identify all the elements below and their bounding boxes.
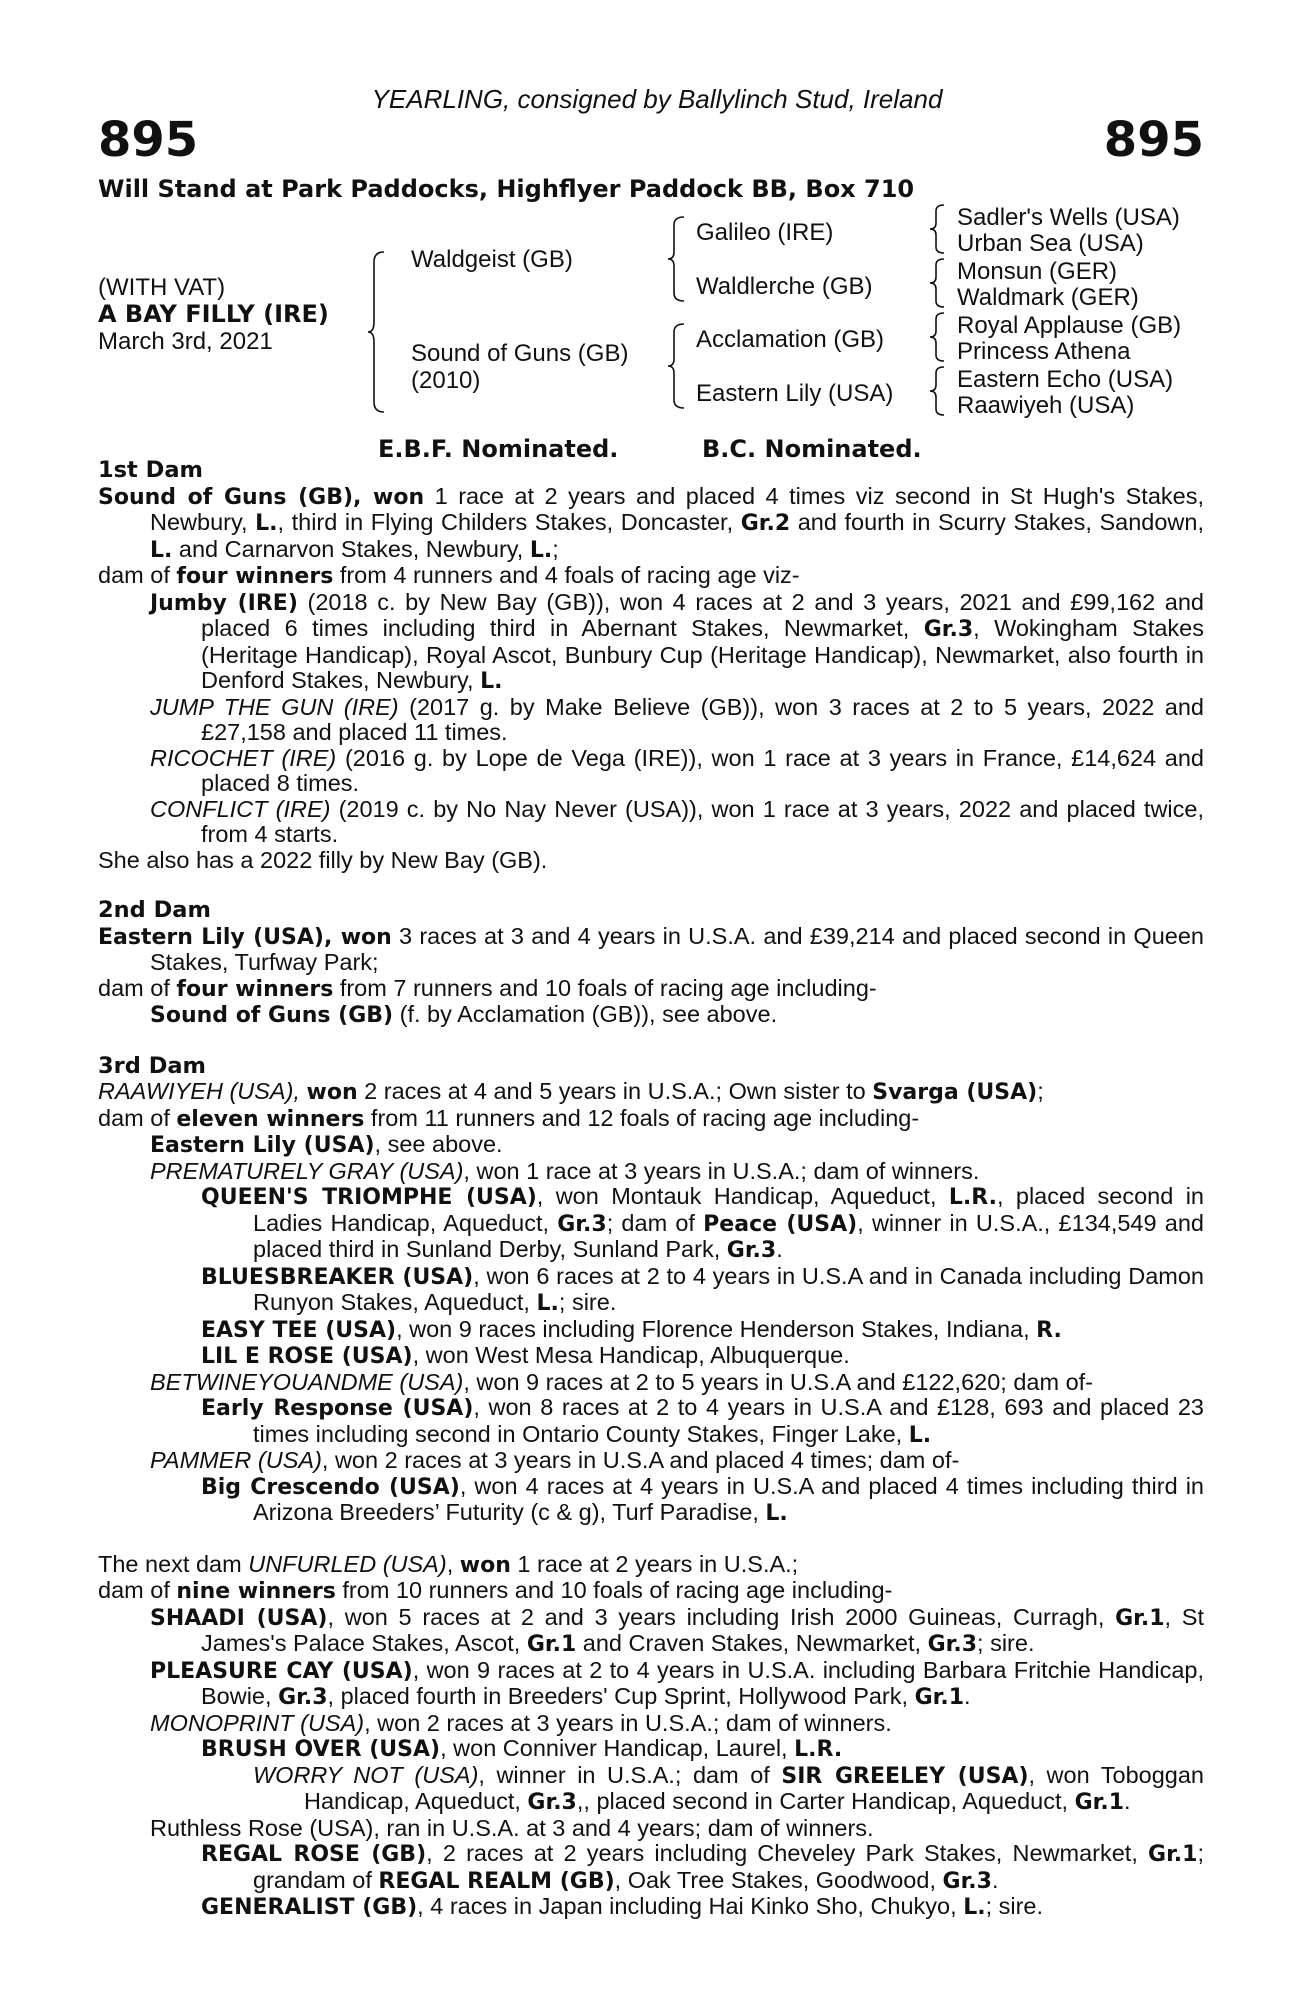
produce-big-crescendo: Big Crescendo (USA), won 4 races at 4 years in U.S.A and placed 4 times including third in Arizona Breeders’ Futurity (c & g), Turf Paradise, L. [201,1472,1204,1526]
produce-sound-of-guns: Sound of Guns (GB) (f. by Acclamation (GB)), see above. [150,1001,778,1028]
g3-princess-athena: Princess Athena [957,338,1131,365]
consignment-line: YEARLING, consigned by Ballylinch Stud, Ireland [371,84,943,114]
second-dam-produce-summary: dam of four winners from 7 runners and 10 foals of racing age including- [98,974,877,1002]
produce-jump-the-gun: JUMP THE GUN (IRE) (2017 g. by Make Believe (GB)), won 3 races at 2 to 5 years, 2022 and £27,158 and placed 11 times. [150,693,1204,745]
produce-jumby: Jumby (IRE) (2018 c. by New Bay (GB)), won 4 races at 2 and 3 years, 2021 and £99,162 and placed 6 times including third in Abernant Stakes, Newmarket, Gr.3, Wokingham Stakes (Heritage Handicap), Royal Ascot, Bunbury Cup (Heritage Handicap), Newmarket, also fourth in Denford Stakes, Newbury, L. [150,588,1204,694]
produce-generalist: GENERALIST (GB), 4 races in Japan including Hai Kinko Sho, Chukyo, L.; sire. [201,1893,1044,1920]
produce-conflict: CONFLICT (IRE) (2019 c. by No Nay Never (USA)), won 1 race at 3 years, 2022 and placed twice, from 4 starts. [150,795,1204,847]
produce-prematurely-gray: PREMATURELY GRAY (USA), won 1 race at 3 years in U.S.A.; dam of winners. [150,1157,980,1184]
g3-monsun: Monsun (GER) [957,258,1118,285]
third-dam-record: RAAWIYEH (USA), won 2 races at 4 and 5 years in U.S.A.; Own sister to Svarga (USA); [98,1078,1044,1105]
foaling-date: March 3rd, 2021 [98,328,273,355]
produce-lil-e-rose: LIL E ROSE (USA), won West Mesa Handicap, Albuquerque. [201,1342,850,1369]
produce-pleasure-cay: PLEASURE CAY (USA), won 9 races at 2 to 4 years in U.S.A. including Barbara Fritchie Handicap, Bowie, Gr.3, placed fourth in Breeders' Cup Sprint, Hollywood Park, Gr.1. [150,1656,1204,1710]
sire-dam: Waldlerche (GB) [696,273,873,300]
produce-early-response: Early Response (USA), won 8 races at 2 to 4 years in U.S.A and £128, 693 and placed 23 times including second in Ontario County Stakes, Finger Lake, L. [201,1394,1204,1448]
produce-regal-rose: REGAL ROSE (GB), 2 races at 2 years including Cheveley Park Stakes, Newmarket, Gr.1; grandam of REGAL REALM (GB), Oak Tree Stakes, Goodwood, Gr.3. [201,1840,1204,1894]
lot-subject-name: A BAY FILLY (IRE) [98,300,329,328]
sire-name: Waldgeist (GB) [411,246,573,273]
stand-location: Will Stand at Park Paddocks, Highflyer Paddock BB, Box 710 [98,175,915,203]
dam-dam: Eastern Lily (USA) [696,380,894,407]
produce-ruthless-rose: Ruthless Rose (USA), ran in U.S.A. at 3 and 4 years; dam of winners. [150,1814,874,1841]
sire-sire: Galileo (IRE) [696,219,834,246]
lot-number-left: 895 [98,112,199,168]
produce-ricochet: RICOCHET (IRE) (2016 g. by Lope de Vega (IRE)), won 1 race at 3 years in France, £14,624 and placed 8 times. [150,744,1204,796]
first-dam-also: She also has a 2022 filly by New Bay (GB). [98,846,548,873]
produce-pammer: PAMMER (USA), won 2 races at 3 years in U.S.A and placed 4 times; dam of- [150,1447,960,1473]
ebf-nomination: E.B.F. Nominated. [378,435,619,463]
produce-brush-over: BRUSH OVER (USA), won Conniver Handicap, Laurel, L.R. [201,1735,843,1762]
next-dam-produce-summary: dam of nine winners from 10 runners and 10 foals of racing age including- [98,1577,893,1604]
g3-raawiyeh: Raawiyeh (USA) [957,392,1135,419]
produce-eastern-lily: Eastern Lily (USA), see above. [150,1131,503,1158]
third-dam-produce-summary: dam of eleven winners from 11 runners and 12 foals of racing age including- [98,1104,920,1132]
produce-monoprint: MONOPRINT (USA), won 2 races at 3 years in U.S.A.; dam of winners. [150,1709,892,1736]
g3-waldmark: Waldmark (GER) [957,284,1139,311]
catalogue-text [98,458,1204,1921]
first-dam-heading: 1st Dam [98,457,203,483]
third-dam-heading: 3rd Dam [98,1052,206,1079]
vat-note: (WITH VAT) [98,274,226,301]
second-dam-heading: 2nd Dam [98,897,211,923]
produce-easy-tee: EASY TEE (USA), won 9 races including Florence Henderson Stakes, Indiana, R. [201,1315,1062,1343]
produce-bluesbreaker: BLUESBREAKER (USA), won 6 races at 2 to 4 years in U.S.A and in Canada including Damon Runyon Stakes, Aqueduct, L.; sire. [201,1262,1204,1316]
g3-eastern-echo: Eastern Echo (USA) [957,366,1174,393]
produce-shaadi: SHAADI (USA), won 5 races at 2 and 3 years including Irish 2000 Guineas, Curragh, Gr.1, St James's Palace Stakes, Ascot, Gr.1 and Craven Stakes, Newmarket, Gr.3; sire. [150,1603,1205,1657]
dam-sire: Acclamation (GB) [696,326,885,353]
g3-urban-sea: Urban Sea (USA) [957,230,1144,257]
produce-queens-triomphe: QUEEN'S TRIOMPHE (USA), won Montauk Handicap, Aqueduct, L.R., placed second in Ladies Handicap, Aqueduct, Gr.3; dam of Peace (USA), winner in U.S.A., £134,549 and placed third in Sunland Derby, Sunland Park, Gr.3. [201,1183,1204,1263]
g3-royal-applause: Royal Applause (GB) [957,312,1182,339]
lot-number-right: 895 [1103,112,1204,168]
produce-betwineyouandme: BETWINEYOUANDME (USA), won 9 races at 2 to 5 years in U.S.A and £122,620; dam of- [150,1368,1094,1395]
brace-dam [666,322,688,412]
bc-nomination: B.C. Nominated. [702,435,922,463]
first-dam-name: Sound of Guns (GB) [98,484,354,510]
g3-sadlers-wells: Sadler's Wells (USA) [957,204,1180,231]
next-dam-record: The next dam UNFURLED (USA), won 1 race at 2 years in U.S.A.; [98,1550,799,1578]
brace-g3-1 [928,203,950,257]
brace-subject [366,250,390,415]
second-dam-record: Eastern Lily (USA), won 3 races at 3 and 4 years in U.S.A. and £39,214 and placed second in Queen Stakes, Turfway Park; [98,922,1204,975]
first-dam-produce-summary: dam of four winners from 4 runners and 4 foals of racing age viz- [98,562,800,589]
won-label: won [373,484,425,510]
first-dam-record: Sound of Guns (GB), won 1 race at 2 years and placed 4 times viz second in St Hugh's Stakes, Newbury, L., third in Flying Childers Stakes, Doncaster, Gr.2 and fourth in Scurry Stakes, Sandown, L. and Carnarvon Stakes, Newbury, L.; [98,482,1205,563]
brace-g3-3 [928,311,950,365]
produce-worry-not: WORRY NOT (USA), winner in U.S.A.; dam of SIR GREELEY (USA), won Toboggan Handicap, Aqueduct, Gr.3,, placed second in Carter Handicap, Aqueduct, Gr.1. [253,1761,1204,1815]
brace-g3-2 [928,257,950,311]
brace-g3-4 [928,365,950,419]
dam-name: Sound of Guns (GB) [411,340,629,367]
brace-sire [666,215,688,305]
dam-year: (2010) [411,367,481,394]
